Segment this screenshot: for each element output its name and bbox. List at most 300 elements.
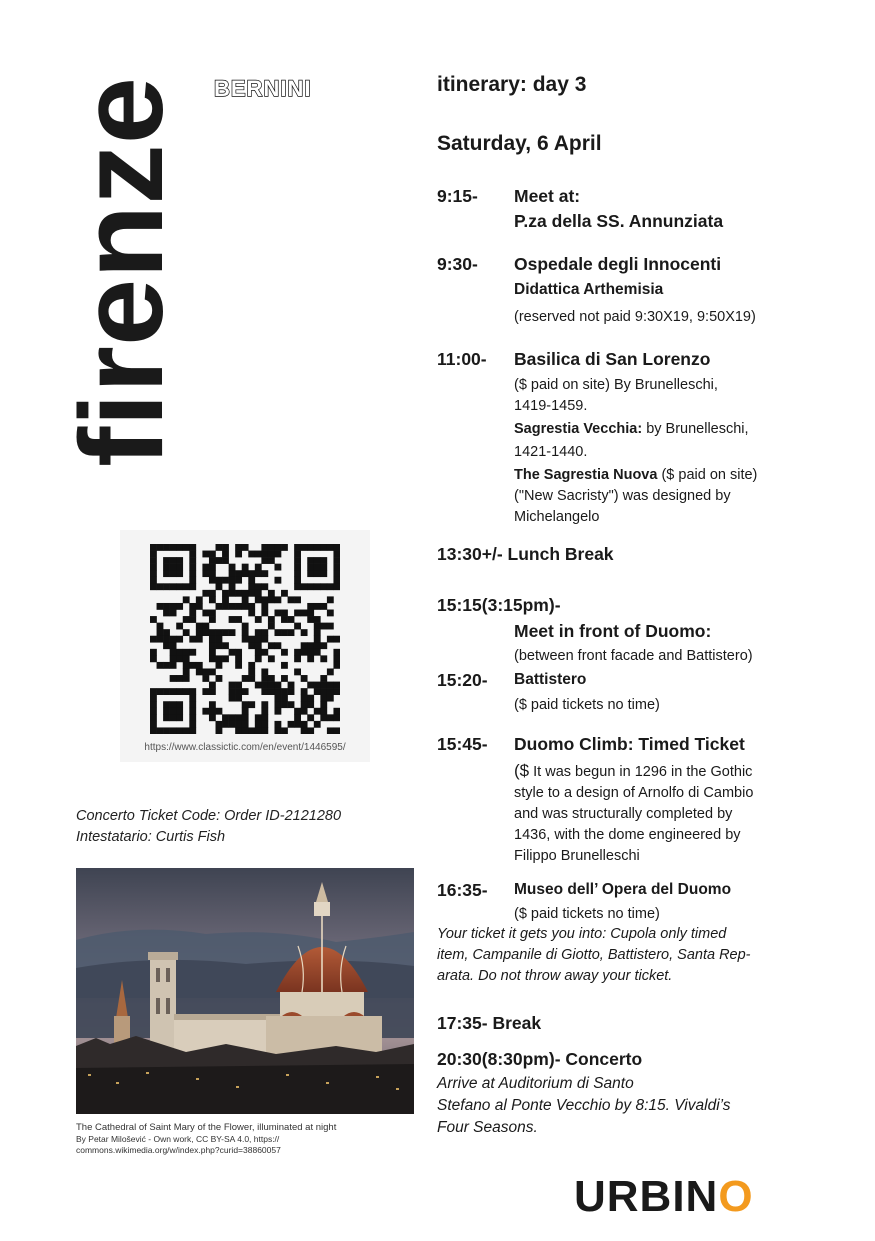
qr-module: [261, 583, 268, 590]
qr-module: [209, 551, 216, 558]
qr-module: [235, 721, 242, 728]
qr-module: [301, 629, 308, 636]
qr-module: [189, 695, 196, 702]
qr-module: [242, 629, 249, 636]
qr-module: [183, 675, 190, 682]
qr-module: [196, 623, 203, 630]
qr-module: [314, 629, 321, 636]
qr-module: [274, 727, 281, 734]
qr-module: [248, 590, 255, 597]
event-title: Meet at:: [514, 186, 581, 206]
qr-module: [333, 577, 340, 584]
qr-module: [222, 629, 229, 636]
qr-module: [176, 727, 183, 734]
qr-module: [307, 714, 314, 721]
event-time: 15:20-: [437, 670, 488, 690]
qr-module: [189, 557, 196, 564]
qr-module: [242, 721, 249, 728]
qr-module: [163, 557, 170, 564]
note-text: ($ paid on site): [661, 467, 758, 483]
qr-module: [320, 583, 327, 590]
event-title: Museo dell’ Opera del Duomo: [514, 881, 732, 898]
qr-module: [261, 708, 268, 715]
event-time: 15:15(3:15pm)-: [437, 595, 561, 615]
qr-module: [261, 727, 268, 734]
event-time: 15:45-: [437, 734, 488, 754]
qr-module: [209, 655, 216, 662]
qr-module: [157, 603, 164, 610]
qr-code[interactable]: [150, 544, 340, 734]
qr-module: [150, 701, 157, 708]
qr-module: [150, 564, 157, 571]
event-place: P.za della SS. Annunziata: [514, 211, 724, 231]
qr-module: [216, 583, 223, 590]
qr-module: [281, 616, 288, 623]
qr-module: [209, 557, 216, 564]
qr-module: [196, 603, 203, 610]
note-line: Filippo Brunelleschi: [514, 848, 640, 864]
qr-module: [261, 701, 268, 708]
qr-module: [333, 655, 340, 662]
qr-module: [274, 701, 281, 708]
qr-module: [216, 636, 223, 643]
qr-module: [268, 642, 275, 649]
qr-module: [333, 564, 340, 571]
qr-module: [163, 714, 170, 721]
event-title: Ospedale degli Innocenti: [514, 254, 722, 274]
qr-module: [170, 642, 177, 649]
qr-module: [150, 714, 157, 721]
qr-module: [294, 570, 301, 577]
note-line: Your ticket it gets you into: Cupola only timed: [437, 926, 727, 942]
event-subtitle: Didattica Arthemisia: [514, 281, 664, 298]
qr-module: [176, 544, 183, 551]
vertical-title: [20, 72, 190, 467]
qr-module: [242, 675, 249, 682]
qr-module: [314, 616, 321, 623]
qr-module: [216, 577, 223, 584]
qr-module: [301, 649, 308, 656]
qr-module: [202, 623, 209, 630]
qr-module: [255, 714, 262, 721]
qr-module: [189, 636, 196, 643]
qr-module: [288, 721, 295, 728]
qr-module: [307, 557, 314, 564]
qr-module: [242, 570, 249, 577]
qr-module: [255, 636, 262, 643]
event-note: (between front facade and Battistero): [514, 648, 753, 664]
qr-module: [248, 610, 255, 617]
qr-module: [268, 596, 275, 603]
qr-module: [294, 583, 301, 590]
note-line: ($ paid on site) By Brunelleschi,: [514, 377, 718, 393]
qr-module: [170, 636, 177, 643]
qr-module: [216, 544, 223, 551]
qr-module: [333, 708, 340, 715]
qr-module: [242, 688, 249, 695]
qr-module: [307, 616, 314, 623]
qr-module: [209, 636, 216, 643]
qr-module: [294, 655, 301, 662]
qr-module: [163, 629, 170, 636]
qr-module: [301, 727, 308, 734]
qr-module: [255, 551, 262, 558]
note-line: 1421-1440.: [514, 444, 588, 460]
qr-module: [281, 610, 288, 617]
qr-module: [235, 590, 242, 597]
qr-module: [229, 577, 236, 584]
qr-module: [307, 649, 314, 656]
qr-module: [202, 590, 209, 597]
qr-module: [157, 544, 164, 551]
qr-module: [248, 551, 255, 558]
qr-module: [150, 708, 157, 715]
qr-module: [196, 662, 203, 669]
qr-module: [235, 570, 242, 577]
qr-code-block: [120, 530, 370, 762]
qr-module: [294, 668, 301, 675]
qr-module: [301, 642, 308, 649]
qr-module: [248, 583, 255, 590]
qr-module: [216, 655, 223, 662]
qr-module: [209, 714, 216, 721]
qr-module: [183, 629, 190, 636]
qr-module: [274, 682, 281, 689]
note-line: arata. Do not throw away your ticket.: [437, 968, 673, 984]
qr-module: [229, 564, 236, 571]
qr-module: [150, 636, 157, 643]
qr-module: [301, 695, 308, 702]
qr-module: [216, 603, 223, 610]
qr-module: [235, 577, 242, 584]
qr-module: [320, 564, 327, 571]
qr-module: [163, 636, 170, 643]
qr-module: [248, 701, 255, 708]
qr-module: [307, 682, 314, 689]
qr-module: [189, 721, 196, 728]
qr-module: [248, 668, 255, 675]
qr-module: [222, 544, 229, 551]
note-line: Michelangelo: [514, 509, 600, 525]
qr-module: [176, 675, 183, 682]
qr-module: [274, 577, 281, 584]
qr-module: [281, 675, 288, 682]
note-text: by Brunelleschi,: [646, 421, 749, 437]
qr-module: [333, 688, 340, 695]
qr-module: [294, 708, 301, 715]
qr-module: [163, 603, 170, 610]
qr-module: [333, 583, 340, 590]
qr-module: [209, 668, 216, 675]
qr-module: [327, 623, 334, 630]
qr-module: [248, 570, 255, 577]
qr-module: [327, 668, 334, 675]
qr-module: [255, 655, 262, 662]
qr-module: [229, 695, 236, 702]
qr-module: [268, 655, 275, 662]
qr-module: [222, 655, 229, 662]
qr-module: [150, 544, 157, 551]
qr-module: [176, 557, 183, 564]
qr-module: [235, 603, 242, 610]
qr-module: [176, 688, 183, 695]
note-line: ("New Sacristy") was designed by: [514, 488, 731, 504]
qr-module: [268, 557, 275, 564]
qr-module: [274, 551, 281, 558]
qr-module: [229, 570, 236, 577]
photo-caption-link[interactable]: commons.wikimedia.org/w/index.php?curid=38860057: [76, 1145, 281, 1155]
qr-module: [183, 662, 190, 669]
qr-module: [301, 708, 308, 715]
event-time: 9:30-: [437, 254, 478, 274]
qr-module: [268, 590, 275, 597]
qr-module: [157, 727, 164, 734]
photo-caption-credit: By Petar Milošević - Own work, CC BY-SA 4.0, https://: [76, 1134, 280, 1144]
qr-module: [261, 668, 268, 675]
qr-module: [281, 590, 288, 597]
qr-module: [196, 629, 203, 636]
qr-module: [176, 701, 183, 708]
qr-module: [157, 583, 164, 590]
qr-module: [209, 596, 216, 603]
qr-module: [163, 610, 170, 617]
qr-module: [163, 570, 170, 577]
qr-module: [314, 642, 321, 649]
qr-module: [163, 662, 170, 669]
qr-module: [301, 610, 308, 617]
qr-module: [222, 557, 229, 564]
qr-module: [320, 688, 327, 695]
qr-module: [150, 577, 157, 584]
qr-module: [235, 649, 242, 656]
qr-module: [229, 603, 236, 610]
qr-module: [209, 708, 216, 715]
qr-module: [307, 603, 314, 610]
qr-module: [163, 688, 170, 695]
qr-url[interactable]: https://www.classictic.com/en/event/1446595/: [144, 742, 346, 753]
qr-module: [261, 610, 268, 617]
qr-module: [274, 642, 281, 649]
qr-module: [320, 603, 327, 610]
qr-module: [157, 636, 164, 643]
qr-module: [320, 675, 327, 682]
qr-module: [327, 682, 334, 689]
qr-module: [209, 577, 216, 584]
qr-module: [150, 557, 157, 564]
qr-module: [320, 682, 327, 689]
note-line: 1419-1459.: [514, 398, 588, 414]
qr-module: [150, 727, 157, 734]
ticket-info: [76, 806, 341, 848]
note-text: It was begun in 1296 in the Gothic: [533, 764, 753, 780]
qr-module: [235, 688, 242, 695]
qr-module: [150, 570, 157, 577]
qr-module: [157, 629, 164, 636]
qr-module: [229, 721, 236, 728]
qr-module: [150, 649, 157, 656]
qr-module: [209, 564, 216, 571]
qr-module: [281, 662, 288, 669]
qr-module: [327, 688, 334, 695]
qr-module: [163, 583, 170, 590]
qr-module: [333, 570, 340, 577]
qr-module: [176, 655, 183, 662]
qr-module: [222, 551, 229, 558]
qr-module: [229, 649, 236, 656]
qr-module: [150, 688, 157, 695]
qr-module: [222, 590, 229, 597]
qr-module: [268, 616, 275, 623]
qr-module: [274, 695, 281, 702]
qr-module: [294, 577, 301, 584]
qr-module: [281, 727, 288, 734]
qr-module: [189, 564, 196, 571]
event-title: Meet in front of Duomo:: [514, 621, 712, 641]
qr-module: [261, 570, 268, 577]
qr-module: [274, 610, 281, 617]
qr-module: [235, 551, 242, 558]
event-note: ($ paid tickets no time): [514, 906, 660, 922]
qr-module: [314, 603, 321, 610]
qr-module: [189, 688, 196, 695]
qr-module: [189, 649, 196, 656]
qr-module: [183, 616, 190, 623]
qr-module: [261, 551, 268, 558]
qr-module: [170, 701, 177, 708]
qr-module: [314, 557, 321, 564]
note-bold: The Sagrestia Nuova: [514, 467, 658, 483]
qr-module: [229, 629, 236, 636]
qr-module: [183, 688, 190, 695]
qr-module: [327, 727, 334, 734]
event-title: Duomo Climb: Timed Ticket: [514, 734, 745, 754]
qr-module: [183, 655, 190, 662]
note-line: [514, 465, 814, 486]
qr-module: [255, 721, 262, 728]
qr-module: [242, 544, 249, 551]
qr-module: [209, 610, 216, 617]
qr-module: [261, 649, 268, 656]
qr-module: [288, 596, 295, 603]
qr-module: [274, 564, 281, 571]
qr-module: [170, 727, 177, 734]
qr-module: [268, 623, 275, 630]
qr-module: [281, 701, 288, 708]
qr-module: [307, 695, 314, 702]
qr-module: [320, 708, 327, 715]
qr-module: [216, 675, 223, 682]
qr-module: [170, 583, 177, 590]
qr-module: [255, 682, 262, 689]
qr-module: [189, 577, 196, 584]
qr-module: [268, 682, 275, 689]
note-line: [514, 760, 814, 783]
qr-module: [320, 655, 327, 662]
qr-module: [189, 583, 196, 590]
qr-module: [163, 708, 170, 715]
event-time: 16:35-: [437, 880, 488, 900]
qr-module: [327, 596, 334, 603]
qr-module: [274, 688, 281, 695]
qr-module: [176, 649, 183, 656]
qr-module: [301, 675, 308, 682]
qr-module: [281, 544, 288, 551]
qr-module: [307, 701, 314, 708]
qr-module: [288, 616, 295, 623]
qr-module: [294, 596, 301, 603]
qr-module: [320, 714, 327, 721]
qr-module: [327, 695, 334, 702]
qr-module: [229, 682, 236, 689]
qr-module: [202, 688, 209, 695]
qr-module: [255, 564, 262, 571]
note-line: style to a design of Arnolfo di Cambio: [514, 785, 754, 801]
qr-module: [196, 636, 203, 643]
event-time: 17:35- Break: [437, 1013, 542, 1033]
ticket-holder: Intestatario: Curtis Fish: [76, 829, 226, 845]
qr-module: [170, 655, 177, 662]
qr-module: [268, 551, 275, 558]
qr-module: [189, 610, 196, 617]
qr-module: [314, 636, 321, 643]
qr-module: [216, 721, 223, 728]
qr-module: [261, 544, 268, 551]
qr-module: [248, 675, 255, 682]
qr-module: [170, 557, 177, 564]
qr-module: [274, 629, 281, 636]
note-line: Four Seasons.: [437, 1119, 538, 1136]
qr-module: [248, 727, 255, 734]
event-note: (reserved not paid 9:30X19, 9:50X19): [514, 309, 756, 325]
qr-module: [281, 649, 288, 656]
qr-module: [288, 701, 295, 708]
qr-module: [176, 708, 183, 715]
qr-module: [242, 708, 249, 715]
qr-module: [320, 695, 327, 702]
qr-module: [176, 714, 183, 721]
qr-module: [229, 583, 236, 590]
qr-module: [235, 682, 242, 689]
qr-module: [202, 668, 209, 675]
qr-module: [216, 727, 223, 734]
event-time: 13:30+/- Lunch Break: [437, 544, 614, 564]
qr-module: [307, 544, 314, 551]
qr-module: [150, 655, 157, 662]
qr-module: [314, 721, 321, 728]
qr-module: [333, 682, 340, 689]
qr-module: [327, 636, 334, 643]
qr-module: [255, 570, 262, 577]
qr-module: [209, 649, 216, 656]
qr-module: [183, 649, 190, 656]
qr-module: [248, 603, 255, 610]
event-time: 20:30(8:30pm)- Concerto: [437, 1049, 643, 1069]
qr-module: [333, 557, 340, 564]
qr-module: [314, 544, 321, 551]
qr-module: [307, 570, 314, 577]
event-note: [514, 760, 814, 867]
qr-module: [216, 557, 223, 564]
qr-module: [189, 570, 196, 577]
urbino-logo: [574, 1172, 754, 1222]
qr-module: [242, 701, 249, 708]
qr-module: [255, 649, 262, 656]
qr-module: [170, 649, 177, 656]
qr-module: [320, 623, 327, 630]
qr-module: [261, 557, 268, 564]
qr-module: [196, 596, 203, 603]
qr-module: [176, 583, 183, 590]
